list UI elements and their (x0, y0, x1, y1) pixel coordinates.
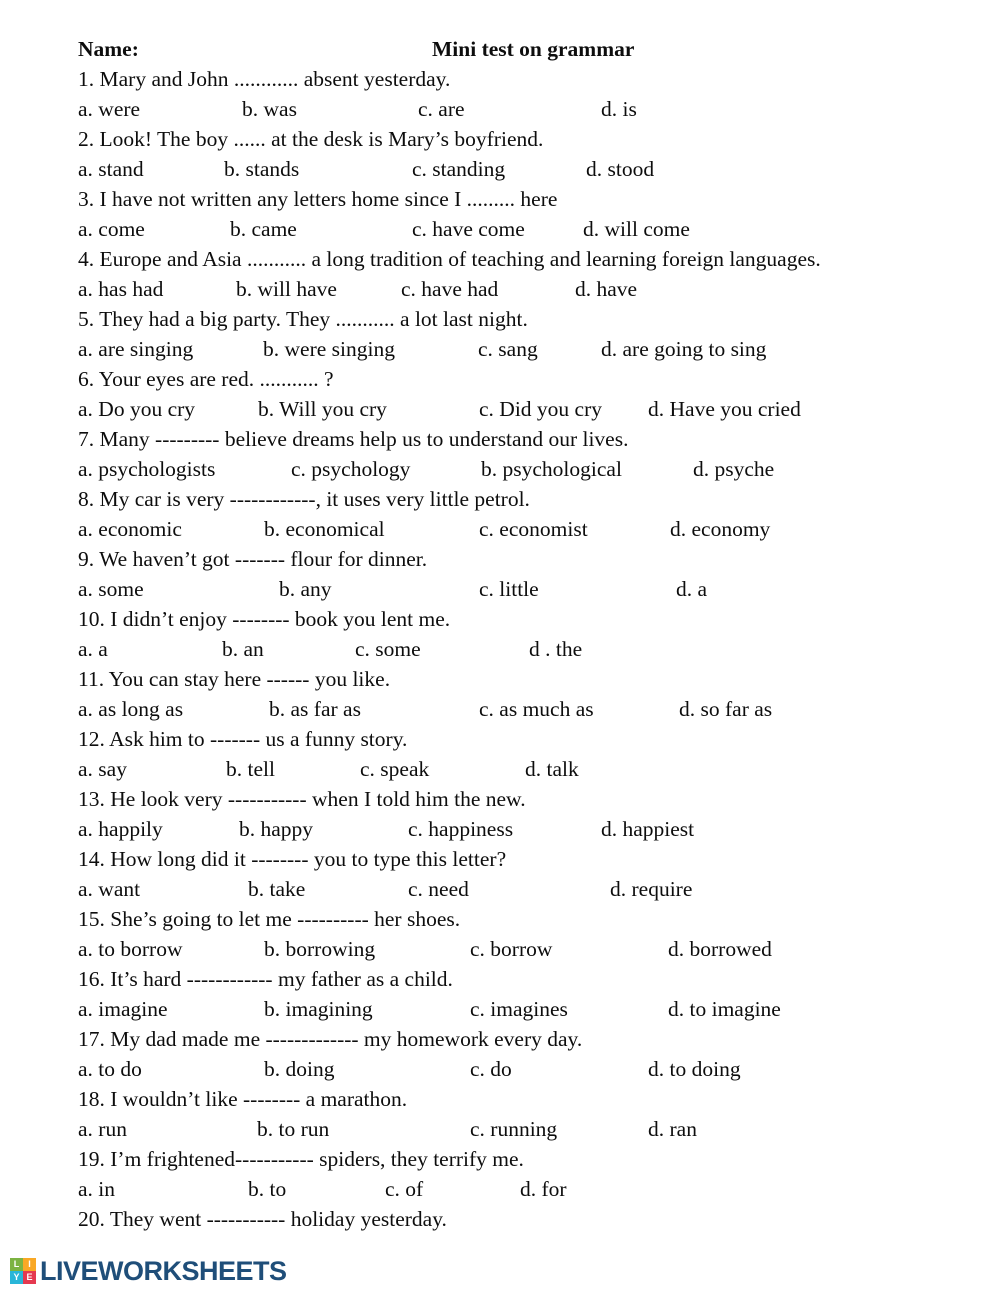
answer-option[interactable]: c. have had (401, 277, 499, 301)
answer-option[interactable]: d. to imagine (668, 997, 781, 1021)
option-row (0, 154, 1000, 184)
question-text: 20. They went ----------- holiday yesterday. (78, 1207, 447, 1231)
answer-option[interactable]: d. stood (586, 157, 655, 181)
logo-cell-i: I (23, 1258, 36, 1271)
question-text: 1. Mary and John ............ absent yesterday. (78, 67, 451, 91)
answer-option[interactable]: a. happily (78, 817, 163, 841)
question-text: 4. Europe and Asia ........... a long tradition of teaching and learning foreign languages. (78, 247, 821, 271)
answer-option[interactable]: a. has had (78, 277, 164, 301)
option-row (0, 874, 1000, 904)
option-row (0, 1174, 1000, 1204)
answer-option[interactable]: d. will come (583, 217, 690, 241)
option-row (0, 94, 1000, 124)
answer-option[interactable]: c. little (479, 577, 539, 601)
answer-option[interactable]: c. do (470, 1057, 512, 1081)
answer-option[interactable]: a. psychologists (78, 457, 216, 481)
answer-option[interactable]: c. Did you cry (479, 397, 602, 421)
answer-option[interactable]: d. borrowed (668, 937, 772, 961)
answer-option[interactable]: a. a (78, 637, 108, 661)
answer-option[interactable]: b. economical (264, 517, 385, 541)
question-text: 13. He look very ----------- when I told him the new. (78, 787, 526, 811)
question-text: 15. She’s going to let me ---------- her shoes. (78, 907, 461, 931)
option-row (0, 754, 1000, 784)
answer-option[interactable]: c. of (385, 1177, 424, 1201)
answer-option[interactable]: d. have (575, 277, 638, 301)
answer-option[interactable]: b. stands (224, 157, 300, 181)
answer-option[interactable]: b. will have (236, 277, 337, 301)
option-row (0, 994, 1000, 1024)
answer-option[interactable]: d. for (520, 1177, 567, 1201)
answer-option[interactable]: c. as much as (479, 697, 594, 721)
answer-option[interactable]: d. happiest (601, 817, 695, 841)
question-text: 19. I’m frightened----------- spiders, they terrify me. (78, 1147, 524, 1171)
answer-option[interactable]: a. stand (78, 157, 144, 181)
option-row (0, 394, 1000, 424)
answer-option[interactable]: a. as long as (78, 697, 184, 721)
question-text: 2. Look! The boy ...... at the desk is Mary’s boyfriend. (78, 127, 544, 151)
question-text: 6. Your eyes are red. ........... ? (78, 367, 334, 391)
option-row (0, 814, 1000, 844)
question-text: 18. I wouldn’t like -------- a marathon. (78, 1087, 408, 1111)
answer-option[interactable]: b. an (222, 637, 264, 661)
option-row (0, 454, 1000, 484)
question-text: 3. I have not written any letters home since I ......... here (78, 187, 558, 211)
answer-option[interactable]: a. want (78, 877, 141, 901)
question-text: 11. You can stay here ------ you like. (78, 667, 391, 691)
answer-option[interactable]: a. are singing (78, 337, 194, 361)
option-row (0, 214, 1000, 244)
answer-option[interactable]: b. came (230, 217, 297, 241)
page-title: Mini test on grammar (432, 37, 635, 61)
logo-cell-y: Y (10, 1271, 23, 1284)
question-text: 12. Ask him to ------- us a funny story. (78, 727, 408, 751)
logo-cell-l: L (10, 1258, 23, 1271)
worksheet-header (78, 34, 938, 64)
answer-option[interactable]: d. psyche (693, 457, 775, 481)
answer-option[interactable]: c. need (408, 877, 469, 901)
answer-option[interactable]: b. as far as (269, 697, 361, 721)
answer-option[interactable]: c. speak (360, 757, 430, 781)
option-row (0, 334, 1000, 364)
logo-mark-icon (10, 1258, 36, 1284)
answer-option[interactable]: b. to run (257, 1117, 330, 1141)
answer-option[interactable]: c. sang (478, 337, 538, 361)
option-row (0, 1114, 1000, 1144)
answer-option[interactable]: d. talk (525, 757, 579, 781)
answer-option[interactable]: c. some (355, 637, 421, 661)
option-row (0, 274, 1000, 304)
liveworksheets-logo (10, 1254, 287, 1288)
answer-option[interactable]: a. in (78, 1177, 116, 1201)
answer-option[interactable]: d. to doing (648, 1057, 741, 1081)
answer-option[interactable]: b. take (248, 877, 306, 901)
answer-option[interactable]: d. Have you cried (648, 397, 801, 421)
logo-wordmark: LIVEWORKSHEETS (40, 1255, 287, 1286)
answer-option[interactable]: a. were (78, 97, 141, 121)
name-label: Name: (78, 37, 139, 61)
answer-option[interactable]: c. imagines (470, 997, 568, 1021)
answer-option[interactable]: b. psychological (481, 457, 622, 481)
answer-option[interactable]: d. is (601, 97, 637, 121)
answer-option[interactable]: c. economist (479, 517, 588, 541)
answer-option[interactable]: a. run (78, 1117, 127, 1141)
question-text: 9. We haven’t got ------- flour for dinner. (78, 547, 428, 571)
answer-option[interactable]: d. require (610, 877, 693, 901)
answer-option[interactable]: a. say (78, 757, 127, 781)
answer-option[interactable]: c. running (470, 1117, 558, 1141)
answer-option[interactable]: d. ran (648, 1117, 697, 1141)
answer-option[interactable]: b. to (248, 1177, 287, 1201)
logo-cell-e: E (23, 1271, 36, 1284)
answer-option[interactable]: b. were singing (263, 337, 395, 361)
question-text: 10. I didn’t enjoy -------- book you lent me. (78, 607, 451, 631)
answer-option[interactable]: b. tell (226, 757, 275, 781)
answer-option[interactable]: a. come (78, 217, 145, 241)
question-text: 14. How long did it -------- you to type this letter? (78, 847, 507, 871)
option-row (0, 634, 1000, 664)
answer-option[interactable]: a. to do (78, 1057, 142, 1081)
answer-option[interactable]: b. happy (239, 817, 314, 841)
answer-option[interactable]: d. a (676, 577, 708, 601)
answer-option[interactable]: b. imagining (264, 997, 373, 1021)
option-row (0, 514, 1000, 544)
answer-option[interactable]: c. psychology (291, 457, 411, 481)
answer-option[interactable]: c. borrow (470, 937, 553, 961)
answer-option[interactable]: b. any (279, 577, 332, 601)
answer-option[interactable]: b. Will you cry (258, 397, 387, 421)
answer-option[interactable]: b. borrowing (264, 937, 376, 961)
answer-option[interactable]: c. happiness (408, 817, 514, 841)
question-text: 5. They had a big party. They ........... a lot last night. (78, 307, 528, 331)
answer-option[interactable]: a. some (78, 577, 144, 601)
answer-option[interactable]: c. standing (412, 157, 506, 181)
question-text: 16. It’s hard ------------ my father as a child. (78, 967, 453, 991)
answer-option[interactable]: a. to borrow (78, 937, 183, 961)
option-row (0, 1054, 1000, 1084)
answer-option[interactable]: a. economic (78, 517, 182, 541)
answer-option[interactable]: c. have come (412, 217, 525, 241)
answer-option[interactable]: d. are going to sing (601, 337, 767, 361)
answer-option[interactable]: d. so far as (679, 697, 773, 721)
option-row (0, 694, 1000, 724)
question-text: 17. My dad made me ------------- my homework every day. (78, 1027, 583, 1051)
option-row (0, 574, 1000, 604)
answer-option[interactable]: b. doing (264, 1057, 335, 1081)
question-text: 8. My car is very ------------, it uses very little petrol. (78, 487, 530, 511)
answer-option[interactable]: b. was (242, 97, 297, 121)
answer-option[interactable]: d. economy (670, 517, 771, 541)
option-row (0, 934, 1000, 964)
question-text: 7. Many --------- believe dreams help us to understand our lives. (78, 427, 629, 451)
answer-option[interactable]: c. are (418, 97, 465, 121)
answer-option[interactable]: d . the (529, 637, 583, 661)
answer-option[interactable]: a. Do you cry (78, 397, 196, 421)
answer-option[interactable]: a. imagine (78, 997, 168, 1021)
